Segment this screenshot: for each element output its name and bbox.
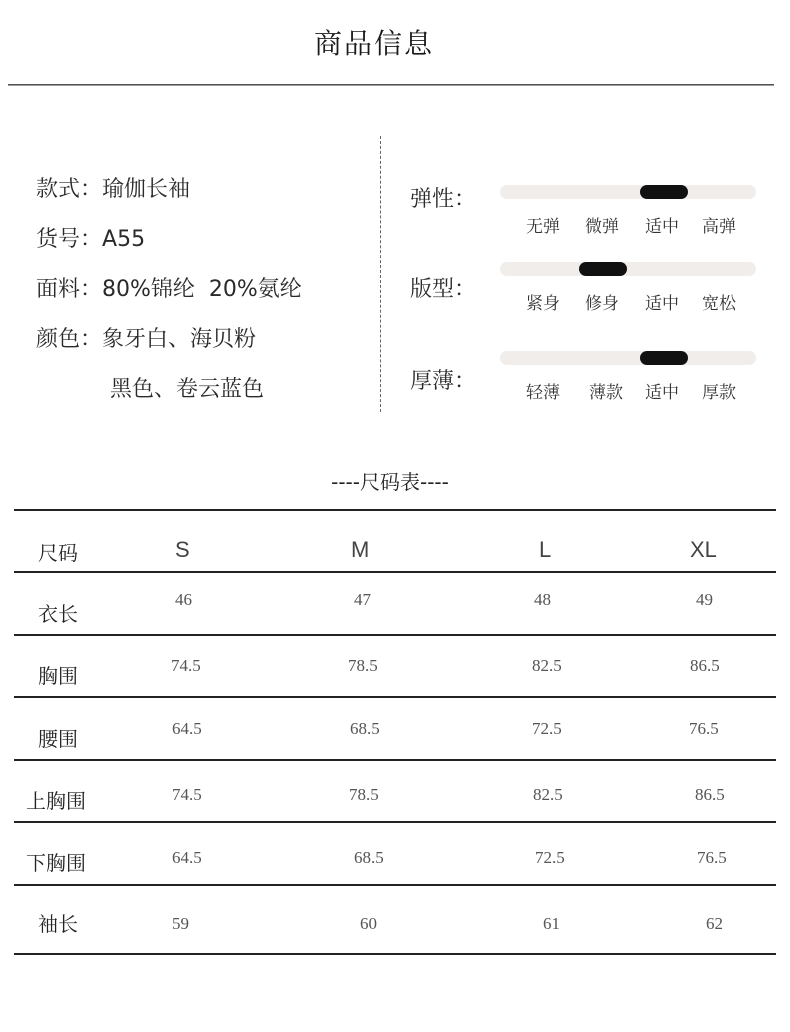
- table-cell: 82.5: [532, 656, 562, 675]
- table-cell: 74.5: [172, 785, 202, 804]
- fit-option: 宽松: [702, 294, 736, 314]
- fabric-label: 面料：: [36, 277, 103, 302]
- info-style-row: [36, 172, 190, 203]
- table-rule: [14, 509, 776, 511]
- info-color-row: [36, 322, 256, 353]
- table-cell: 48: [534, 590, 551, 609]
- thickness-option: 轻薄: [526, 383, 560, 403]
- thickness-option: 适中: [645, 383, 679, 403]
- fit-option: 适中: [645, 294, 679, 314]
- elasticity-option: 适中: [645, 217, 679, 237]
- table-cell: 82.5: [533, 785, 563, 804]
- elasticity-label: 弹性：: [410, 187, 477, 212]
- row-label: 胸围: [38, 664, 78, 688]
- table-cell: 68.5: [354, 848, 384, 867]
- table-cell: 47: [354, 590, 371, 609]
- elasticity-indicator: [640, 185, 688, 199]
- fit-option: 修身: [585, 294, 619, 314]
- table-cell: 72.5: [532, 719, 562, 738]
- header-size-xl: XL: [690, 537, 717, 562]
- table-rule: [14, 759, 776, 761]
- row-label: 衣长: [38, 602, 78, 626]
- table-cell: 76.5: [689, 719, 719, 738]
- table-cell: 72.5: [535, 848, 565, 867]
- fit-option: 紧身: [526, 294, 560, 314]
- table-cell: 59: [172, 914, 189, 933]
- table-rule: [14, 821, 776, 823]
- page-title: 商品信息: [313, 27, 434, 60]
- table-cell: 61: [543, 914, 560, 933]
- thickness-option: 薄款: [589, 383, 623, 403]
- table-cell: 64.5: [172, 719, 202, 738]
- header-size-m: M: [351, 537, 370, 562]
- table-cell: 60: [360, 914, 377, 933]
- table-cell: 86.5: [690, 656, 720, 675]
- elasticity-option: 微弹: [585, 217, 619, 237]
- table-cell: 74.5: [171, 656, 201, 675]
- elasticity-scale-track: [500, 185, 756, 199]
- table-cell: 68.5: [350, 719, 380, 738]
- fit-scale-track: [500, 262, 756, 276]
- table-cell: 78.5: [348, 656, 378, 675]
- row-label: 下胸围: [26, 851, 86, 875]
- title-divider: [8, 84, 774, 86]
- style-value: 瑜伽长袖: [102, 177, 191, 202]
- table-rule: [14, 953, 776, 955]
- table-cell: 78.5: [349, 785, 379, 804]
- table-rule: [14, 884, 776, 886]
- info-item-no-row: [36, 222, 145, 253]
- item-no-label: 货号：: [36, 227, 103, 252]
- elasticity-option: 无弹: [526, 217, 560, 237]
- header-size-label: 尺码: [38, 541, 78, 565]
- table-cell: 46: [175, 590, 192, 609]
- elasticity-option: 高弹: [702, 217, 736, 237]
- table-rule: [14, 696, 776, 698]
- thickness-label: 厚薄：: [410, 369, 477, 394]
- color-label: 颜色：: [36, 327, 103, 352]
- table-cell: 62: [706, 914, 723, 933]
- table-rule: [14, 571, 776, 573]
- table-cell: 64.5: [172, 848, 202, 867]
- table-cell: 76.5: [697, 848, 727, 867]
- thickness-indicator: [640, 351, 688, 365]
- row-label: 上胸围: [26, 789, 86, 813]
- fit-label: 版型：: [410, 277, 477, 302]
- thickness-option: 厚款: [702, 383, 736, 403]
- row-label: 袖长: [38, 912, 78, 936]
- thickness-scale-track: [500, 351, 756, 365]
- fit-indicator: [579, 262, 627, 276]
- info-fabric-row: [36, 272, 302, 303]
- item-no-value: A55: [102, 227, 146, 252]
- header-size-l: L: [539, 537, 552, 562]
- color-value-line1: 象牙白、海贝粉: [102, 327, 257, 352]
- fabric-value: 80%锦纶 20%氨纶: [102, 277, 302, 302]
- row-label: 腰围: [38, 727, 78, 751]
- color-value-line2: 黑色、卷云蓝色: [110, 377, 265, 402]
- size-table-title: ----尺码表----: [331, 470, 449, 494]
- table-rule: [14, 634, 776, 636]
- table-cell: 86.5: [695, 785, 725, 804]
- table-cell: 49: [696, 590, 713, 609]
- style-label: 款式：: [36, 177, 103, 202]
- header-size-s: S: [175, 537, 190, 562]
- vertical-divider: [380, 136, 381, 412]
